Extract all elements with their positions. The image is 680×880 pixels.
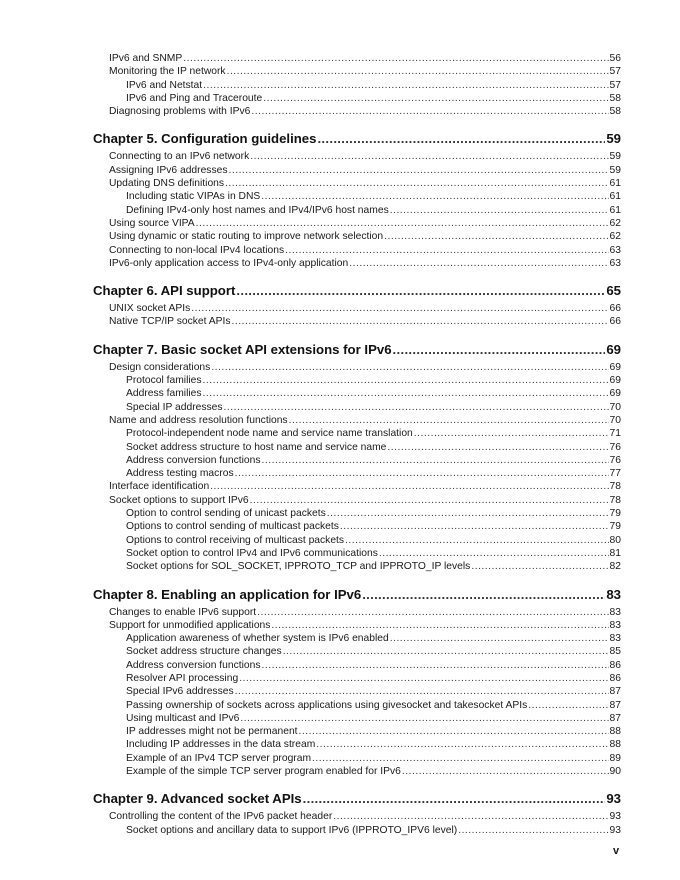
toc-entry[interactable] [93,315,621,328]
dot-leader [235,685,609,698]
dot-leader [196,217,609,230]
dot-leader [458,824,608,837]
dot-leader [257,606,608,619]
toc-entry-page: 77 [609,468,621,480]
toc-entry-title: Socket option to control IPv4 and IPv6 communications [126,547,378,559]
dot-leader [235,467,609,480]
toc-entry[interactable] [93,645,621,658]
toc-entry[interactable] [93,65,621,78]
toc-entry-title: Monitoring the IP network [109,66,226,78]
dot-leader [203,387,609,400]
dot-leader [317,130,605,147]
dot-leader [528,699,608,712]
toc-entry-page: 78 [609,494,621,506]
toc-entry-page: 89 [609,752,621,764]
dot-leader [327,507,609,520]
toc-entry-page: 93 [609,824,621,836]
toc-entry[interactable] [93,725,621,738]
toc-entry-title: Chapter 5. Configuration guidelines [93,131,317,147]
toc-entry-page: 57 [609,66,621,78]
toc-entry-title: Protocol families [126,375,202,387]
toc-entry[interactable] [93,454,621,467]
toc-entry-page: 61 [609,178,621,190]
table-of-contents [93,52,621,837]
toc-entry-title: Example of the simple TCP server program enabled for IPv6 [126,766,401,778]
toc-entry[interactable] [93,105,621,118]
toc-entry[interactable] [93,217,621,230]
dot-leader [316,738,608,751]
page-folio: v [613,845,620,857]
toc-entry-title: Assigning IPv6 addresses [109,164,228,176]
dot-leader [250,494,609,507]
toc-entry[interactable] [93,467,621,480]
toc-entry[interactable] [93,560,621,573]
dot-leader [379,547,609,560]
toc-entry-page: 65 [606,283,621,299]
toc-entry[interactable] [93,427,621,440]
toc-entry-title: Support for unmodified applications [109,619,271,631]
dot-leader [340,520,609,533]
toc-entry-title: Application awareness of whether system is IPv6 enabled [126,633,389,645]
toc-entry[interactable] [93,302,621,315]
toc-entry-page: 81 [609,547,621,559]
dot-leader [345,534,608,547]
toc-entry[interactable] [93,507,621,520]
toc-entry[interactable] [93,414,621,427]
toc-entry[interactable] [93,619,621,632]
toc-entry-title: IP addresses might not be permanent [126,726,298,738]
toc-entry[interactable] [93,79,621,92]
toc-entry-page: 93 [609,811,621,823]
toc-entry-page: 87 [609,686,621,698]
toc-entry-page: 69 [609,361,621,373]
dot-leader [224,401,609,414]
toc-entry-title: Interface identification [109,481,210,493]
toc-entry[interactable] [93,361,621,374]
toc-chapter-entry[interactable] [93,790,621,807]
toc-entry-page: 63 [609,257,621,269]
toc-entry[interactable] [93,230,621,243]
dot-leader [225,177,608,190]
toc-entry[interactable] [93,441,621,454]
toc-entry-title: Socket options and ancillary data to support IPv6 (IPPROTO_IPV6 level) [126,824,458,836]
toc-entry[interactable] [93,632,621,645]
toc-entry-title: IPv6-only application access to IPv4-only application [109,257,349,269]
toc-entry-page: 71 [609,428,621,440]
toc-entry-title: Connecting to an IPv6 network [109,151,250,163]
toc-entry-page: 86 [609,672,621,684]
dot-leader [240,712,608,725]
toc-entry-title: Connecting to non-local IPv4 locations [109,244,285,256]
toc-entry-page: 76 [609,454,621,466]
toc-entry-page: 66 [609,316,621,328]
toc-entry[interactable] [93,672,621,685]
toc-entry-page: 59 [609,164,621,176]
dot-leader [299,725,609,738]
toc-entry-title: Address families [126,388,202,400]
dot-leader [289,414,609,427]
toc-entry-title: Address testing macros [126,468,234,480]
toc-entry-page: 69 [609,375,621,387]
toc-entry-page: 83 [609,619,621,631]
toc-entry[interactable] [93,150,621,163]
toc-entry-title: Chapter 9. Advanced socket APIs [93,791,302,807]
dot-leader [271,619,608,632]
dot-leader [191,302,608,315]
toc-entry-title: Using source VIPA [109,217,195,229]
toc-entry[interactable] [93,534,621,547]
dot-leader [471,560,608,573]
dot-leader [250,150,608,163]
toc-entry-page: 93 [606,791,621,807]
toc-entry-page: 82 [609,561,621,573]
toc-entry-title: Socket options for SOL_SOCKET, IPPROTO_TCP and IPPROTO_IP levels [126,561,471,573]
toc-entry-title: Socket options to support IPv6 [109,494,249,506]
toc-entry[interactable] [93,606,621,619]
toc-entry[interactable] [93,401,621,414]
toc-entry[interactable] [93,810,621,823]
toc-entry-title: Special IP addresses [126,401,223,413]
toc-entry-title: Options to control sending of multicast packets [126,521,339,533]
toc-entry-title: Example of an IPv4 TCP server program [126,752,312,764]
toc-entry-page: 58 [609,106,621,118]
toc-entry[interactable] [93,257,621,270]
toc-entry-page: 90 [609,766,621,778]
dot-leader [261,190,608,203]
toc-entry-page: 61 [609,191,621,203]
toc-entry-page: 83 [606,586,621,602]
toc-entry-page: 62 [609,231,621,243]
dot-leader [333,810,608,823]
toc-entry-title: Chapter 7. Basic socket API extensions for IPv6 [93,341,392,357]
toc-entry[interactable] [93,752,621,765]
dot-leader [227,65,609,78]
toc-entry[interactable] [93,659,621,672]
dot-leader [239,672,608,685]
toc-entry-page: 88 [609,739,621,751]
toc-entry-title: Name and address resolution functions [109,414,288,426]
toc-entry[interactable] [93,699,621,712]
toc-entry[interactable] [93,387,621,400]
toc-entry[interactable] [93,190,621,203]
toc-entry[interactable] [93,494,621,507]
toc-entry[interactable] [93,685,621,698]
dot-leader [203,374,609,387]
toc-chapter-entry[interactable] [93,130,621,147]
toc-entry[interactable] [93,92,621,105]
dot-leader [183,52,608,65]
dot-leader [211,361,608,374]
toc-entry-title: Chapter 6. API support [93,283,236,299]
toc-entry-title: Protocol-independent node name and service name translation [126,428,413,440]
dot-leader [232,315,609,328]
toc-entry-title: Address conversion functions [126,454,261,466]
dot-leader [210,480,608,493]
toc-entry-title: Address conversion functions [126,659,261,671]
dot-leader [387,441,608,454]
toc-chapter-entry[interactable] [93,282,621,299]
toc-entry-page: 80 [609,534,621,546]
toc-entry-page: 78 [609,481,621,493]
toc-entry-title: Resolver API processing [126,672,239,684]
toc-entry-title: Including IP addresses in the data stream [126,739,316,751]
toc-entry-page: 66 [609,303,621,315]
toc-entry-title: Options to control receiving of multicast packets [126,534,345,546]
toc-entry-title: Updating DNS definitions [109,178,225,190]
dot-leader [203,79,608,92]
toc-entry[interactable] [93,164,621,177]
dot-leader [402,765,609,778]
toc-entry[interactable] [93,374,621,387]
toc-chapter-entry[interactable] [93,586,621,603]
toc-entry-page: 83 [609,606,621,618]
toc-entry[interactable] [93,244,621,257]
toc-entry-page: 79 [609,521,621,533]
dot-leader [362,586,605,603]
toc-entry-page: 56 [609,53,621,64]
toc-entry-title: Changes to enable IPv6 support [109,606,257,618]
dot-leader [390,632,609,645]
toc-entry-title: Option to control sending of unicast packets [126,508,326,520]
toc-entry-title: Using multicast and IPv6 [126,712,240,724]
dot-leader [251,105,608,118]
dot-leader [349,257,608,270]
toc-entry-page: 59 [606,131,621,147]
dot-leader [390,204,609,217]
dot-leader [262,454,609,467]
dot-leader [303,790,606,807]
toc-entry-title: Passing ownership of sockets across applications using givesocket and takesocket APIs [126,699,528,711]
toc-entry-page: 58 [609,92,621,104]
dot-leader [285,244,608,257]
toc-entry-title: UNIX socket APIs [109,303,191,315]
dot-leader [393,341,606,358]
toc-entry-page: 69 [609,388,621,400]
toc-entry[interactable] [93,520,621,533]
toc-entry[interactable] [93,765,621,778]
toc-entry[interactable] [93,712,621,725]
toc-entry-title: IPv6 and Netstat [126,79,203,91]
toc-entry[interactable] [93,738,621,751]
toc-entry[interactable] [93,824,621,837]
dot-leader [384,230,608,243]
toc-entry[interactable] [93,547,621,560]
toc-entry-page: 88 [609,726,621,738]
toc-entry-title: Defining IPv4-only host names and IPv4/IPv6 host names [126,204,389,216]
toc-entry-page: 79 [609,508,621,520]
dot-leader [283,645,609,658]
toc-chapter-entry[interactable] [93,341,621,358]
toc-entry-page: 57 [609,79,621,91]
toc-entry-page: 87 [609,712,621,724]
toc-entry-page: 70 [609,401,621,413]
toc-entry[interactable] [93,480,621,493]
toc-entry-page: 76 [609,441,621,453]
toc-entry-title: Controlling the content of the IPv6 packet header [109,811,333,823]
toc-entry-page: 86 [609,659,621,671]
dot-leader [312,752,608,765]
toc-entry-title: IPv6 and Ping and Traceroute [126,92,263,104]
toc-entry-title: Special IPv6 addresses [126,686,234,698]
toc-entry-title: Socket address structure to host name and service name [126,441,387,453]
toc-entry-title: IPv6 and SNMP [109,53,183,64]
toc-entry-title: Diagnosing problems with IPv6 [109,106,251,118]
dot-leader [228,164,608,177]
toc-entry-page: 83 [609,633,621,645]
toc-entry-page: 70 [609,414,621,426]
toc-entry-page: 62 [609,217,621,229]
toc-entry[interactable] [93,177,621,190]
toc-entry-page: 85 [609,646,621,658]
dot-leader [414,427,609,440]
dot-leader [262,659,609,672]
toc-entry-page: 59 [609,151,621,163]
dot-leader [236,282,605,299]
toc-entry-page: 61 [609,204,621,216]
toc-entry-page: 87 [609,699,621,711]
toc-entry-page: 69 [606,341,621,357]
dot-leader [263,92,608,105]
toc-entry-title: Native TCP/IP socket APIs [109,316,231,328]
toc-entry-title: Socket address structure changes [126,646,282,658]
toc-entry-title: Design considerations [109,361,211,373]
toc-entry-title: Chapter 8. Enabling an application for IPv6 [93,586,362,602]
toc-entry[interactable] [93,204,621,217]
toc-entry[interactable] [93,52,621,65]
toc-entry-page: 63 [609,244,621,256]
toc-entry-title: Using dynamic or static routing to improve network selection [109,231,384,243]
toc-entry-title: Including static VIPAs in DNS [126,191,261,203]
